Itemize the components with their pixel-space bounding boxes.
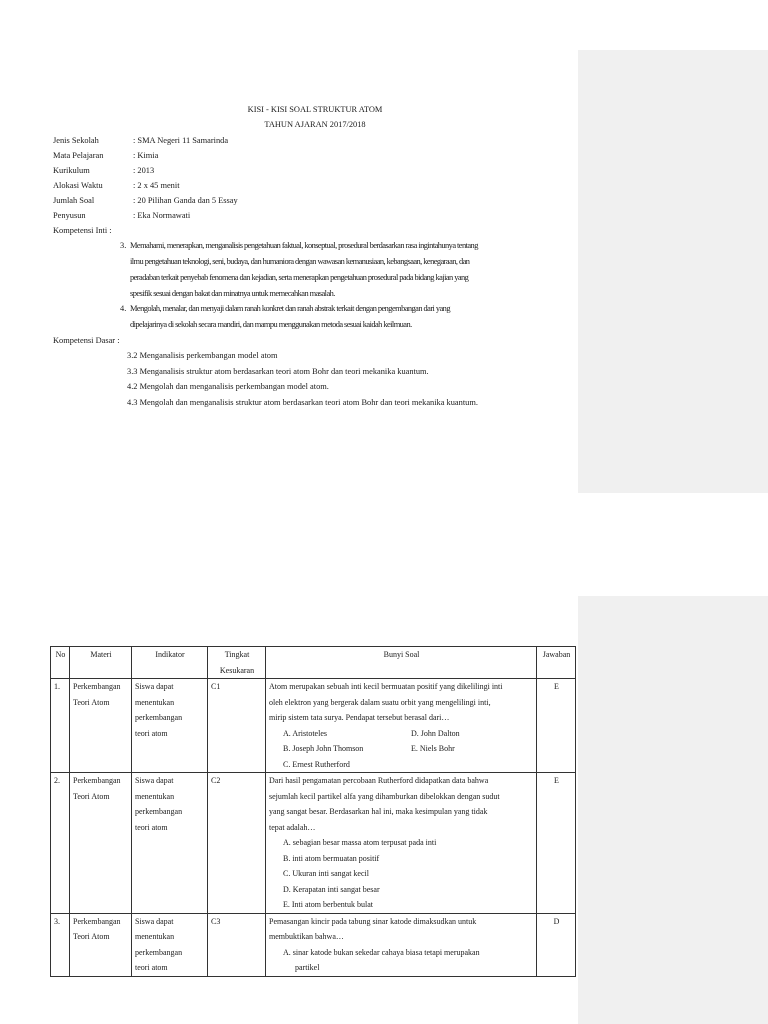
- soal-line: sejumlah kecil partikel alfa yang dihamburkan dibelokkan dengan sudut: [269, 791, 500, 801]
- table-row: [51, 679, 576, 773]
- indikator-line: perkembangan: [135, 713, 183, 722]
- table-row: [51, 773, 576, 914]
- table-row: [51, 913, 576, 976]
- kisi-table: [50, 646, 576, 977]
- ki4-number: 4.: [120, 304, 127, 313]
- cell-tingkat: C2: [208, 773, 266, 914]
- header-jawaban: Jawaban: [537, 647, 576, 679]
- indikator-line: perkembangan: [135, 947, 183, 957]
- indikator-line: Siswa dapat: [135, 776, 174, 785]
- materi-line: Teori Atom: [73, 932, 110, 941]
- cell-jawaban: D: [537, 913, 576, 976]
- soal-line: tepat adalah…: [269, 822, 316, 832]
- cell-no: 1.: [51, 679, 70, 773]
- cell-materi: [70, 679, 132, 773]
- soal-line: yang sangat besar. Berdasarkan hal ini, maka kesimpulan yang tidak: [269, 807, 488, 816]
- option: A. Aristoteles: [283, 728, 327, 738]
- info-label: Penyusun: [53, 211, 86, 220]
- indikator-line: menentukan: [135, 932, 175, 941]
- info-label: Alokasi Waktu: [53, 181, 103, 190]
- kompetensi-inti-label: Kompetensi Inti :: [53, 226, 112, 235]
- header-tingkat-line2: Kesukaran: [219, 665, 255, 675]
- option-line: [269, 757, 534, 773]
- doc-subtitle: TAHUN AJARAN 2017/2018: [264, 120, 366, 129]
- indikator-line: teori atom: [135, 728, 168, 738]
- cell-tingkat: C3: [208, 913, 266, 976]
- kd-item: 3.3 Menganalisis struktur atom berdasarkan teori atom Bohr dan teori mekanika kuantum.: [127, 367, 429, 376]
- option: D. John Dalton: [411, 728, 460, 738]
- cell-soal: [266, 913, 537, 976]
- ki3-line: spesifik sesuai dengan bakat dan minatnya untuk memecahkan masalah.: [130, 289, 335, 298]
- ki3-number: 3.: [120, 241, 127, 250]
- comment-sidebar: [578, 596, 768, 1024]
- indikator-line: Siswa dapat: [135, 916, 174, 926]
- info-label: Jenis Sekolah: [53, 136, 99, 145]
- ki3-line: peradaban terkait penyebab fenomena dan kejadian, serta menerapkan pengetahuan prosedural pada bidang kajian yang: [130, 273, 469, 282]
- info-value: : 20 Pilihan Ganda dan 5 Essay: [133, 196, 238, 205]
- table-header-row: [51, 647, 576, 679]
- ki3-line: ilmu pengetahuan teknologi, seni, budaya, dan humaniora dengan wawasan kemanusiaan, kebangsaan, kenegaraan, dan: [130, 257, 470, 266]
- kd-item: 3.2 Menganalisis perkembangan model atom: [127, 351, 278, 360]
- cell-indikator: [132, 679, 208, 773]
- cell-tingkat: C1: [208, 679, 266, 773]
- option: E. Inti atom berbentuk bulat: [283, 900, 373, 909]
- cell-soal: [266, 679, 537, 773]
- indikator-line: teori atom: [135, 963, 168, 972]
- doc-title: KISI - KISI SOAL STRUKTUR ATOM: [247, 105, 383, 114]
- soal-line: Dari hasil pengamatan percobaan Rutherford didapatkan data bahwa: [269, 776, 489, 785]
- option: D. Kerapatan inti sangat besar: [283, 884, 380, 894]
- option: B. inti atom bermuatan positif: [283, 853, 380, 863]
- option: A. sinar katode bukan sekedar cahaya biasa tetapi merupakan: [283, 947, 480, 957]
- cell-soal: [266, 773, 537, 914]
- ki4-line: Mengolah, menalar, dan menyaji dalam ranah konkret dan ranah abstrak terkait dengan pengembangan dari yang: [130, 304, 450, 313]
- cell-jawaban: E: [537, 679, 576, 773]
- info-label: Jumlah Soal: [53, 196, 95, 205]
- info-label: Kurikulum: [53, 166, 90, 175]
- kd-item: 4.3 Mengolah dan menganalisis struktur atom berdasarkan teori atom Bohr dan teori mekanika kuantum.: [127, 398, 478, 407]
- soal-line: oleh elektron yang bergerak dalam suatu orbit yang mengelilingi inti,: [269, 697, 491, 707]
- option: E. Niels Bohr: [411, 744, 455, 753]
- materi-line: Teori Atom: [73, 697, 110, 707]
- kompetensi-dasar-label: Kompetensi Dasar :: [53, 336, 120, 345]
- header-indikator: Indikator: [132, 647, 208, 679]
- header-soal: Bunyi Soal: [266, 647, 537, 679]
- option: C. Ukuran inti sangat kecil: [283, 869, 369, 878]
- info-label: Mata Pelajaran: [53, 151, 104, 160]
- materi-line: Perkembangan: [73, 916, 121, 926]
- soal-line: membuktikan bahwa…: [269, 932, 344, 941]
- cell-indikator: [132, 913, 208, 976]
- info-value: : Kimia: [133, 151, 159, 160]
- ki3-line: Memahami, menerapkan, menganalisis pengetahuan faktual, konseptual, prosedural berdasarkan rasa ingintahunya tentang: [130, 241, 478, 250]
- comment-sidebar: [578, 50, 768, 493]
- ki4-line: dipelajarinya di sekolah secara mandiri, dan mampu menggunakan metoda sesuai kaidah keilmuan.: [130, 320, 412, 329]
- soal-line: Pemasangan kincir pada tabung sinar katode dimaksudkan untuk: [269, 916, 477, 926]
- header-tingkat: [208, 647, 266, 679]
- indikator-line: menentukan: [135, 697, 175, 707]
- materi-line: Perkembangan: [73, 776, 121, 785]
- cell-jawaban: E: [537, 773, 576, 914]
- option: A. sebagian besar massa atom terpusat pada inti: [283, 838, 437, 847]
- info-value: : Eka Normawati: [133, 211, 191, 220]
- option-line: [269, 741, 534, 757]
- materi-line: Perkembangan: [73, 682, 121, 691]
- option-line: [269, 726, 534, 742]
- header-materi: Materi: [70, 647, 132, 679]
- indikator-line: teori atom: [135, 822, 168, 832]
- header-no: No: [51, 647, 70, 679]
- cell-materi: [70, 773, 132, 914]
- header-tingkat-line1: Tingkat: [224, 650, 250, 659]
- indikator-line: Siswa dapat: [135, 682, 174, 691]
- cell-indikator: [132, 773, 208, 914]
- option-continuation: partikel: [295, 963, 320, 972]
- cell-no: 2.: [51, 773, 70, 914]
- cell-no: 3.: [51, 913, 70, 976]
- option: B. Joseph John Thomson: [283, 744, 364, 753]
- cell-materi: [70, 913, 132, 976]
- kd-item: 4.2 Mengolah dan menganalisis perkembangan model atom.: [127, 382, 329, 391]
- soal-line: mirip sistem tata surya. Pendapat tersebut berasal dari…: [269, 713, 450, 722]
- document-page-1: [0, 0, 768, 494]
- info-value: : 2013: [133, 166, 155, 175]
- info-value: : SMA Negeri 11 Samarinda: [133, 136, 229, 145]
- option: C. Ernest Rutherford: [283, 759, 350, 769]
- indikator-line: perkembangan: [135, 807, 183, 816]
- page-gap: [0, 494, 768, 596]
- materi-line: Teori Atom: [73, 791, 110, 801]
- info-value: : 2 x 45 menit: [133, 181, 180, 190]
- soal-line: Atom merupakan sebuah inti kecil bermuatan positif yang dikelilingi inti: [269, 682, 503, 691]
- indikator-line: menentukan: [135, 791, 175, 801]
